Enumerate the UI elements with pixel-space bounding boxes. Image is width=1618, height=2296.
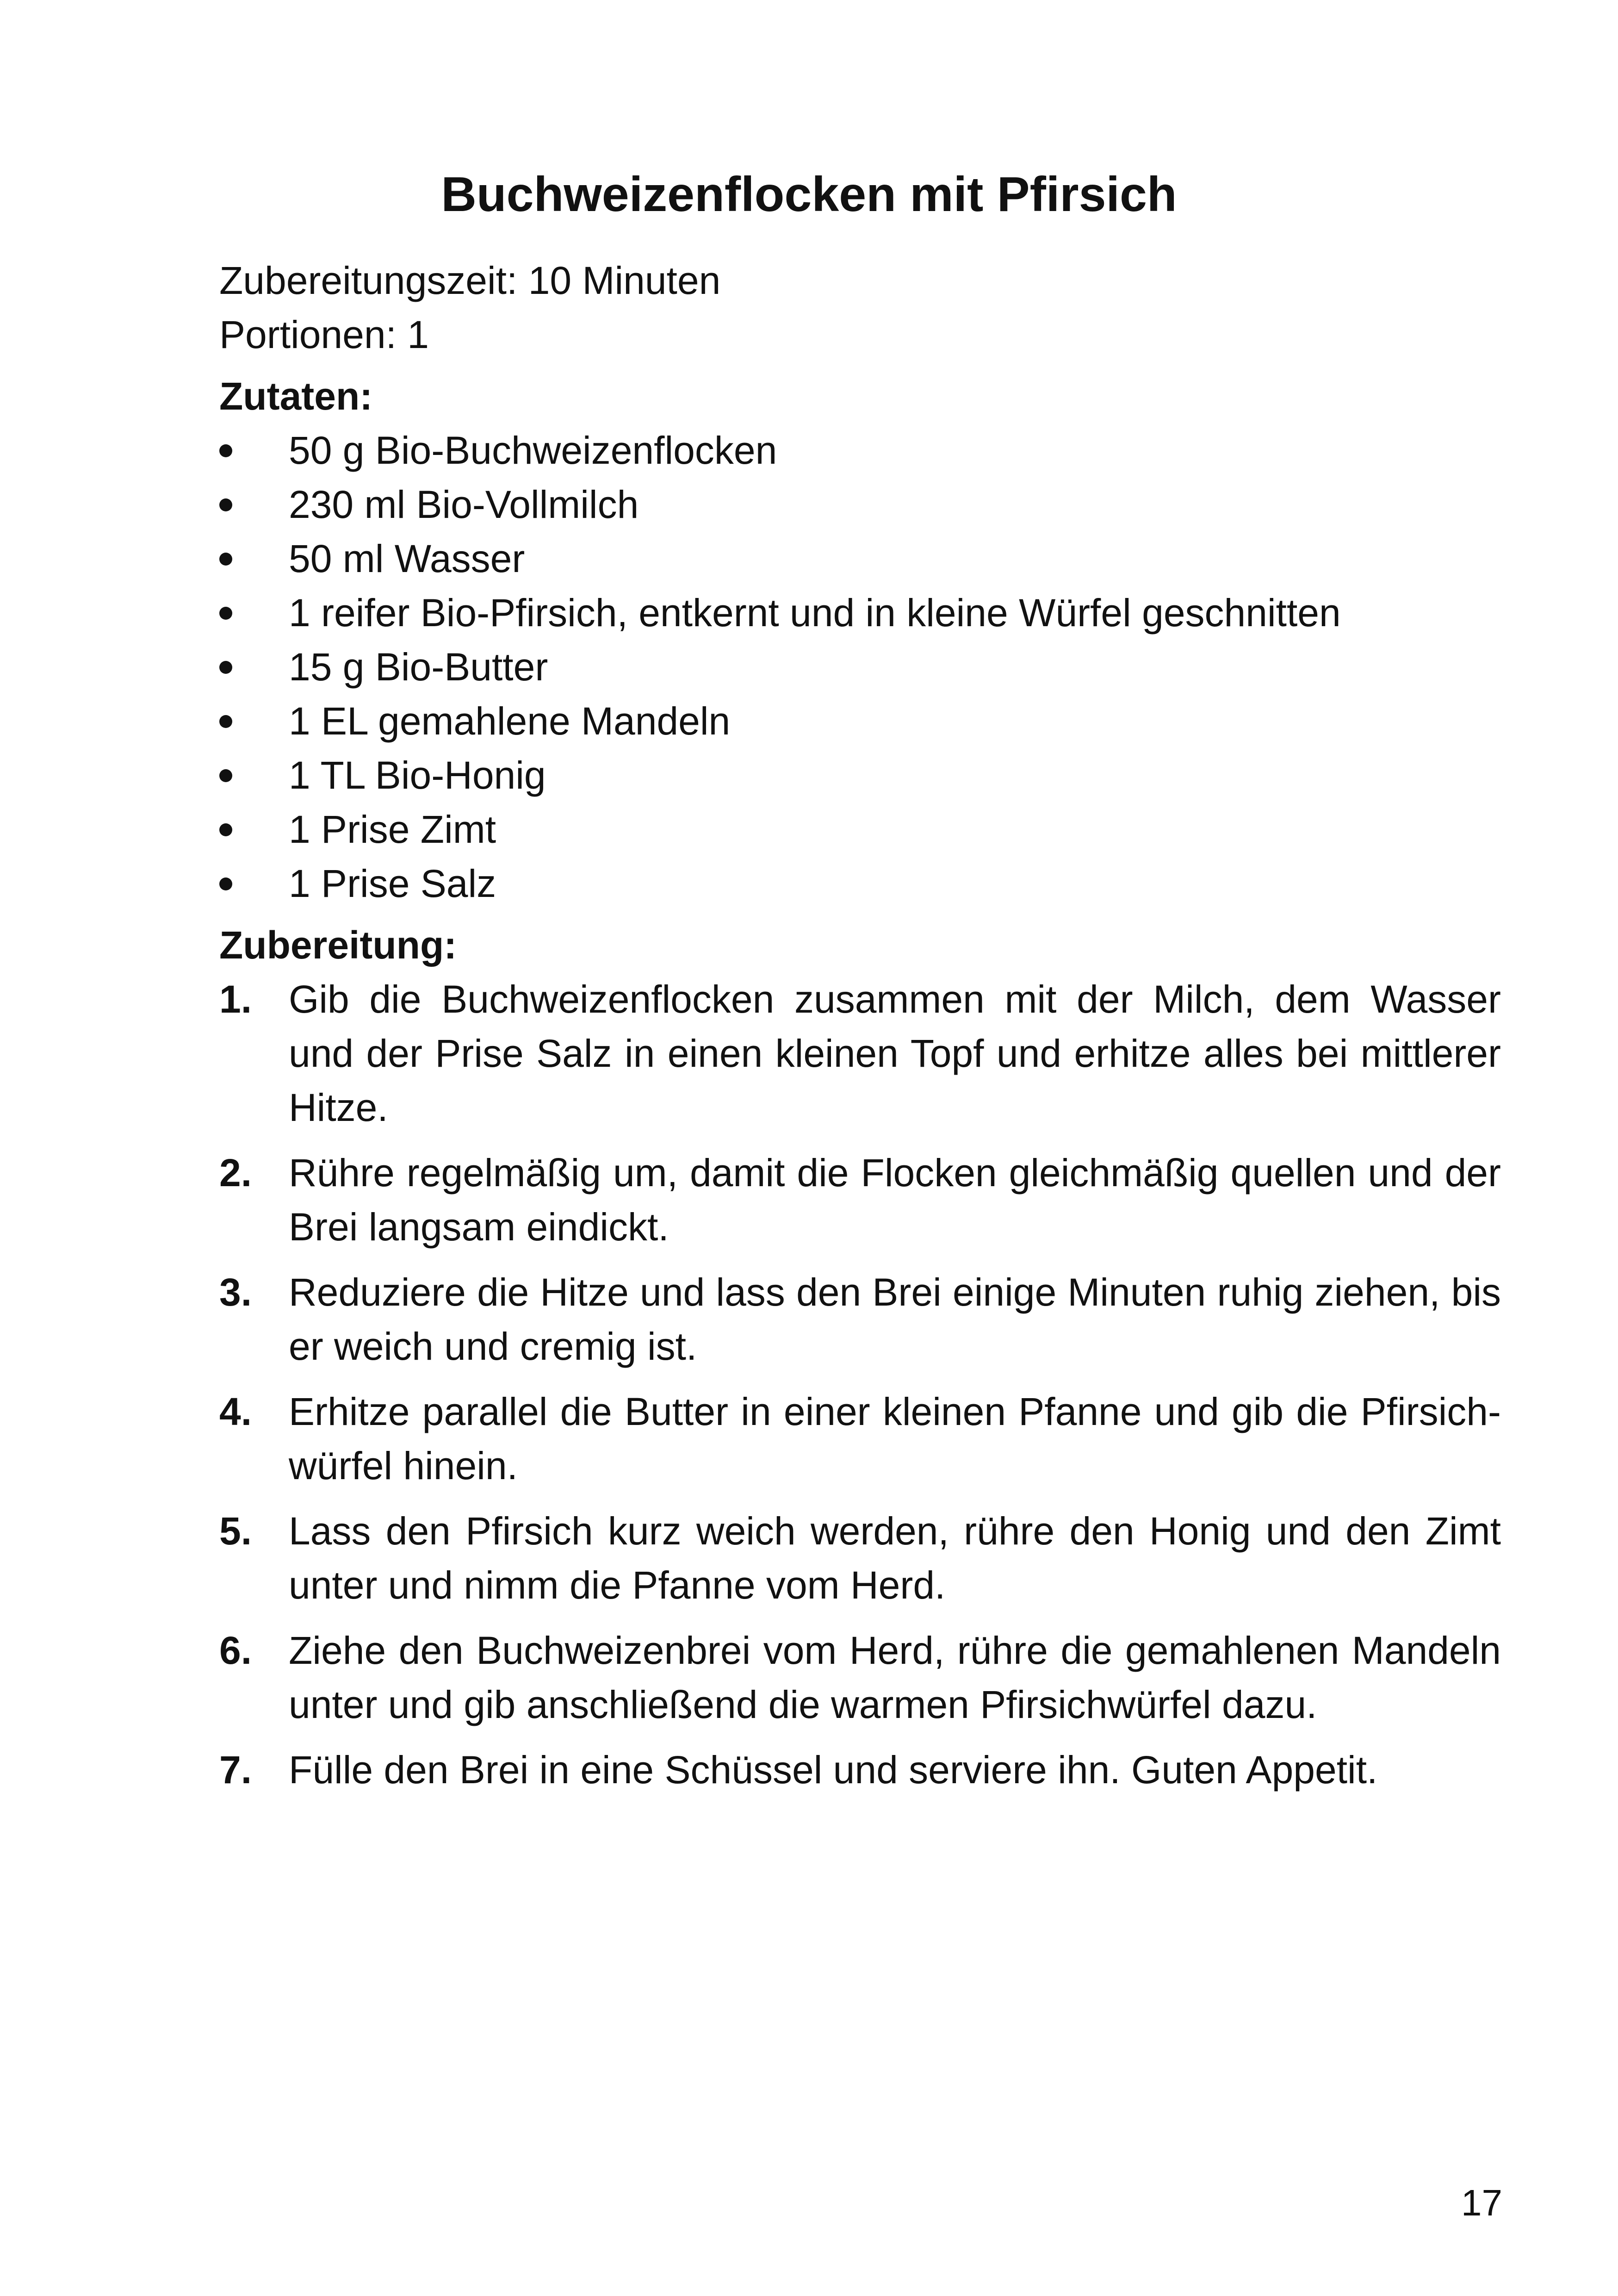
ingredient-text: 1 reifer Bio-Pfirsich, entkernt und in kleine Würfel geschnitten xyxy=(289,591,1341,635)
ingredients-heading: Zutaten: xyxy=(219,374,373,418)
page-number: 17 xyxy=(1461,2182,1502,2223)
step-item xyxy=(219,972,1501,1135)
steps-heading: Zubereitung: xyxy=(219,923,457,967)
servings: Portionen: 1 xyxy=(219,313,429,356)
step-number: 4. xyxy=(219,1390,252,1433)
recipe-body xyxy=(219,254,1501,1808)
steps-list xyxy=(219,972,1501,1797)
step-item xyxy=(219,1265,1501,1374)
step-text: Fülle den Brei in eine Schüssel und serviere ihn. Guten Appetit. xyxy=(289,1748,1378,1792)
ingredient-text: 1 Prise Salz xyxy=(289,862,496,905)
prep-time: Zubereitungszeit: 10 Minuten xyxy=(219,259,721,302)
ingredient-text: 1 Prise Zimt xyxy=(289,808,496,851)
ingredient-item xyxy=(219,803,1501,857)
step-text: Erhitze parallel die Butter in einer kleinen Pfanne und gib die Pfirsichwürfel hinein. xyxy=(289,1390,1501,1487)
ingredient-item xyxy=(219,748,1501,803)
ingredient-text: 1 EL gemahlene Mandeln xyxy=(289,699,731,743)
step-number: 6. xyxy=(219,1629,252,1672)
ingredient-text: 50 g Bio-Buchweizenflocken xyxy=(289,429,777,472)
step-text: Lass den Pfirsich kurz weich werden, rühre den Honig und den Zimt unter und nimm die Pfanne vom Herd. xyxy=(289,1509,1501,1607)
step-text: Ziehe den Buchweizenbrei vom Herd, rühre die gemahlenen Mandeln unter und gib anschließend die warmen Pfirsichwürfel dazu. xyxy=(289,1629,1501,1726)
step-number: 1. xyxy=(219,977,252,1021)
step-number: 3. xyxy=(219,1270,252,1314)
ingredient-item xyxy=(219,478,1501,532)
ingredient-item xyxy=(219,694,1501,748)
bullet-icon xyxy=(219,715,232,728)
ingredient-item xyxy=(219,857,1501,911)
step-item xyxy=(219,1146,1501,1254)
step-item xyxy=(219,1385,1501,1493)
ingredient-item xyxy=(219,640,1501,694)
ingredient-text: 230 ml Bio-Vollmilch xyxy=(289,483,639,526)
ingredient-item xyxy=(219,423,1501,478)
step-item xyxy=(219,1624,1501,1732)
step-item xyxy=(219,1743,1501,1797)
ingredient-text: 50 ml Wasser xyxy=(289,537,525,580)
ingredients-list xyxy=(219,423,1501,911)
step-number: 2. xyxy=(219,1151,252,1195)
step-number: 5. xyxy=(219,1509,252,1553)
ingredient-item xyxy=(219,586,1501,640)
bullet-icon xyxy=(219,444,232,457)
ingredient-text: 15 g Bio-Butter xyxy=(289,645,548,689)
ingredient-item xyxy=(219,532,1501,586)
bullet-icon xyxy=(219,823,232,836)
step-item xyxy=(219,1504,1501,1612)
bullet-icon xyxy=(219,661,232,674)
bullet-icon xyxy=(219,607,232,620)
bullet-icon xyxy=(219,498,232,511)
ingredient-text: 1 TL Bio-Honig xyxy=(289,753,546,797)
step-text: Rühre regelmäßig um, damit die Flocken gleichmäßig quellen und der Brei langsam eindickt. xyxy=(289,1151,1501,1249)
bullet-icon xyxy=(219,553,232,566)
recipe-title: Buchweizenflocken mit Pfirsich xyxy=(441,167,1177,222)
step-text: Reduziere die Hitze und lass den Brei einige Minuten ruhig ziehen, bis er weich und cremig ist. xyxy=(289,1270,1501,1368)
bullet-icon xyxy=(219,769,232,782)
bullet-icon xyxy=(219,877,232,890)
step-text: Gib die Buchweizenflocken zusammen mit der Milch, dem Wasser und der Prise Salz in einen kleinen Topf und erhitze alles bei mittlerer Hitze. xyxy=(289,977,1501,1129)
step-number: 7. xyxy=(219,1748,252,1792)
